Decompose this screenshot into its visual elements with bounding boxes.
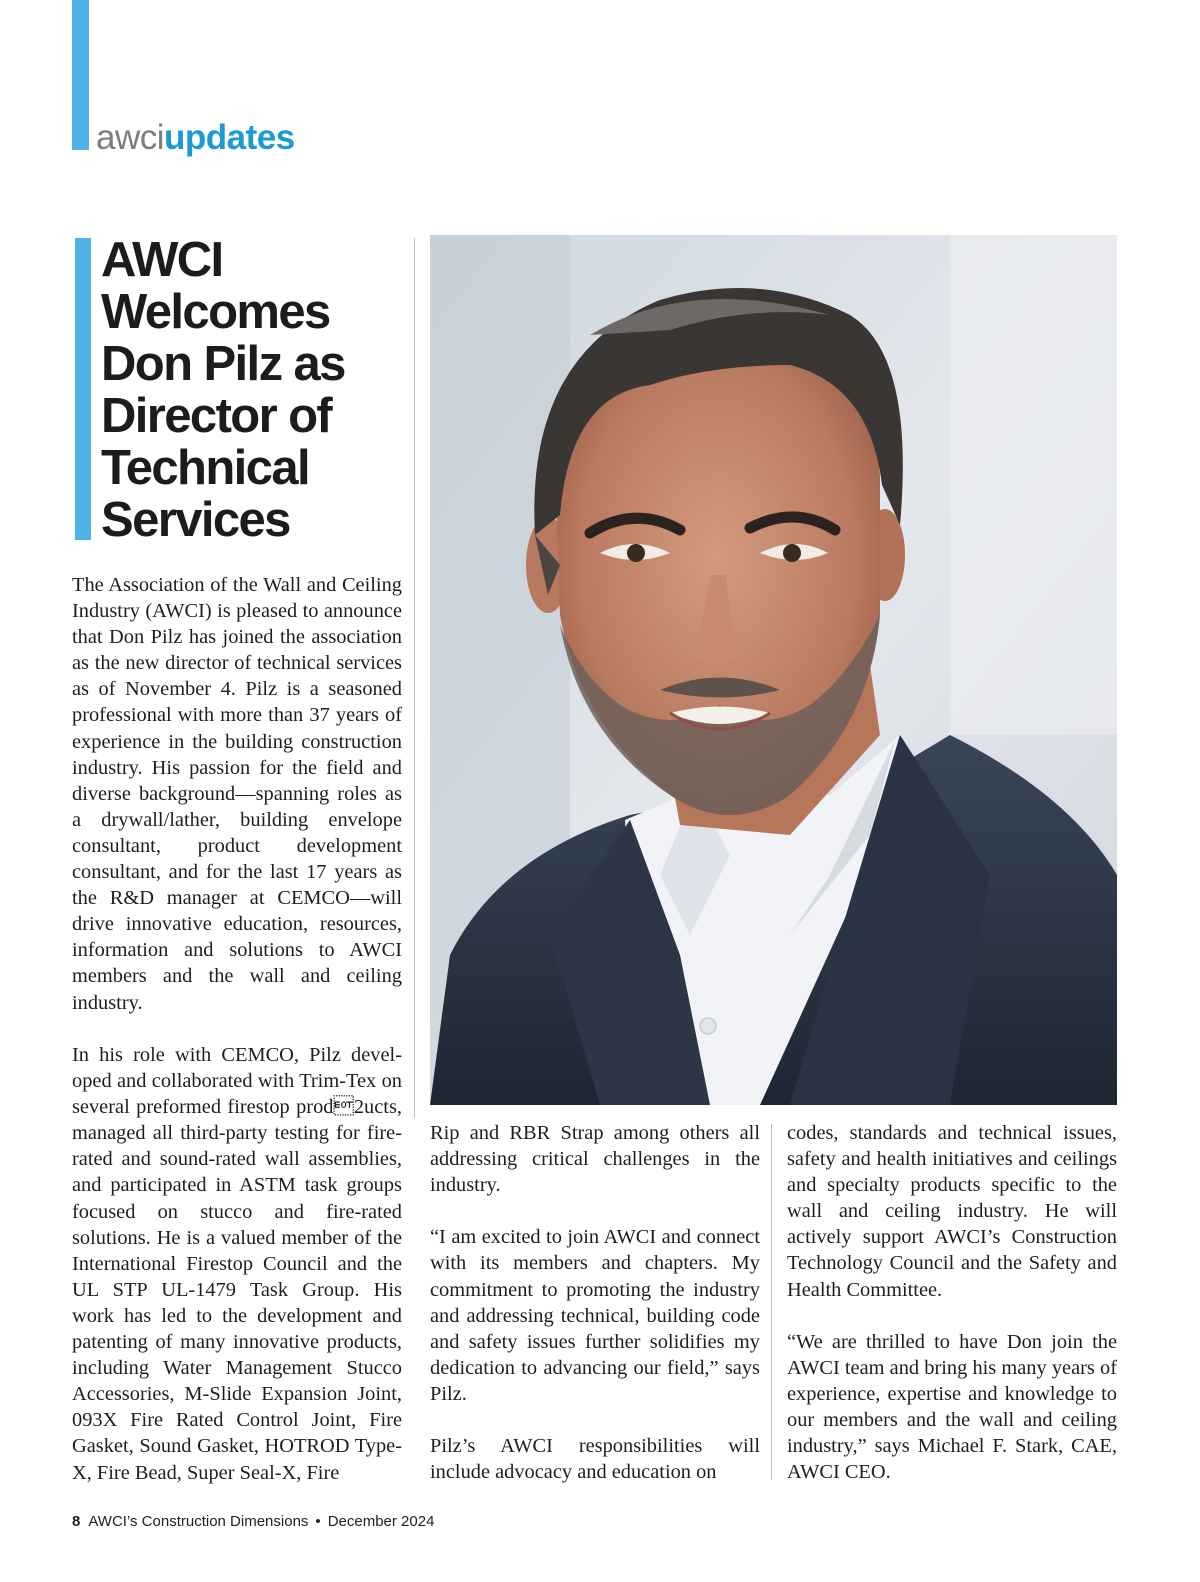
section-label-bold: updates [164, 118, 295, 157]
body-paragraph: Pilz’s AWCI responsibilities will include advocacy and education on [430, 1435, 760, 1484]
body-column-1-bottom [72, 1042, 402, 1486]
section-label-light: awci [96, 118, 165, 157]
body-paragraph-quote: “I am excited to join AWCI and connect with its members and chapters. My commitment to promoting the industry and addressing technical, building code and safety issues further solidifies my dedication to advancing our field,” says Pilz. [430, 1226, 760, 1405]
body-paragraph: Rip and RBR Strap among others all addressing critical challenges in the industry. [430, 1122, 760, 1197]
body-paragraph-quote: “We are thrilled to have Don join the AWCI team and bring his many years of experience, expertise and knowledge to our members and the wall and ceiling industry,” says Michael F. Stark, CAE, AWCI CEO. [787, 1330, 1117, 1484]
publication-name: AWCI’s Construction Dimensions [88, 1513, 309, 1530]
body-paragraph: codes, standards and technical issues, safety and health initiatives and ceilings and specialty products specific to the wall and ceiling industry. He will actively support AWCI’s Construction Technology Council and the Safety and Health Committee. [787, 1122, 1117, 1301]
top-accent-bar [72, 0, 89, 150]
body-column-1-top [72, 572, 402, 1016]
footer-separator: • [315, 1513, 321, 1530]
article-headline: AWCI Welcomes Don Pilz as Director of Technical Services [101, 233, 345, 547]
body-column-2 [430, 1120, 760, 1485]
body-paragraph: In his role with CEMCO, Pilz developed and collaborated with Trim-Tex on several preformed firestop prod2ucts, managed all third-party testing for fire-rated and sound-rated wall assemblies, and participated in ASTM task groups focused on stucco and fire-rated solutions. He is a valued member of the International Firestop Council and the UL STP UL-1479 Task Group. His work has led to the development and patenting of many innovative products, including Water Management Stucco Accessories, M-Slide Expansion Joint, 093X Fire Rated Control Joint, Fire Gasket, Sound Gasket, HOTROD Type-X, Fire Bead, Super Seal-X, Fire [72, 1044, 402, 1484]
page-number: 8 [72, 1513, 81, 1530]
column-divider [771, 1124, 772, 1480]
issue-date: December 2024 [327, 1513, 435, 1530]
headline-accent-bar [75, 238, 91, 540]
body-paragraph: The Association of the Wall and Ceiling Industry (AWCI) is pleased to announce that Don Pilz has joined the association as the new director of technical services as of November 4. Pilz is a seasoned professional with more than 37 years of experience in the building construction industry. His passion for the field and diverse background—spanning roles as a drywall/​lather, building envelope consultant, product development consultant, and for the last 17 years as the R&D manager at CEMCO—will drive innovative education, resources, information and solutions to AWCI members and the wall and ceiling industry. [72, 574, 402, 1014]
portrait-photo [430, 235, 1117, 1105]
section-label [96, 116, 295, 160]
body-column-3 [787, 1120, 1117, 1485]
column-divider [414, 238, 415, 1118]
page-footer [72, 1512, 434, 1532]
